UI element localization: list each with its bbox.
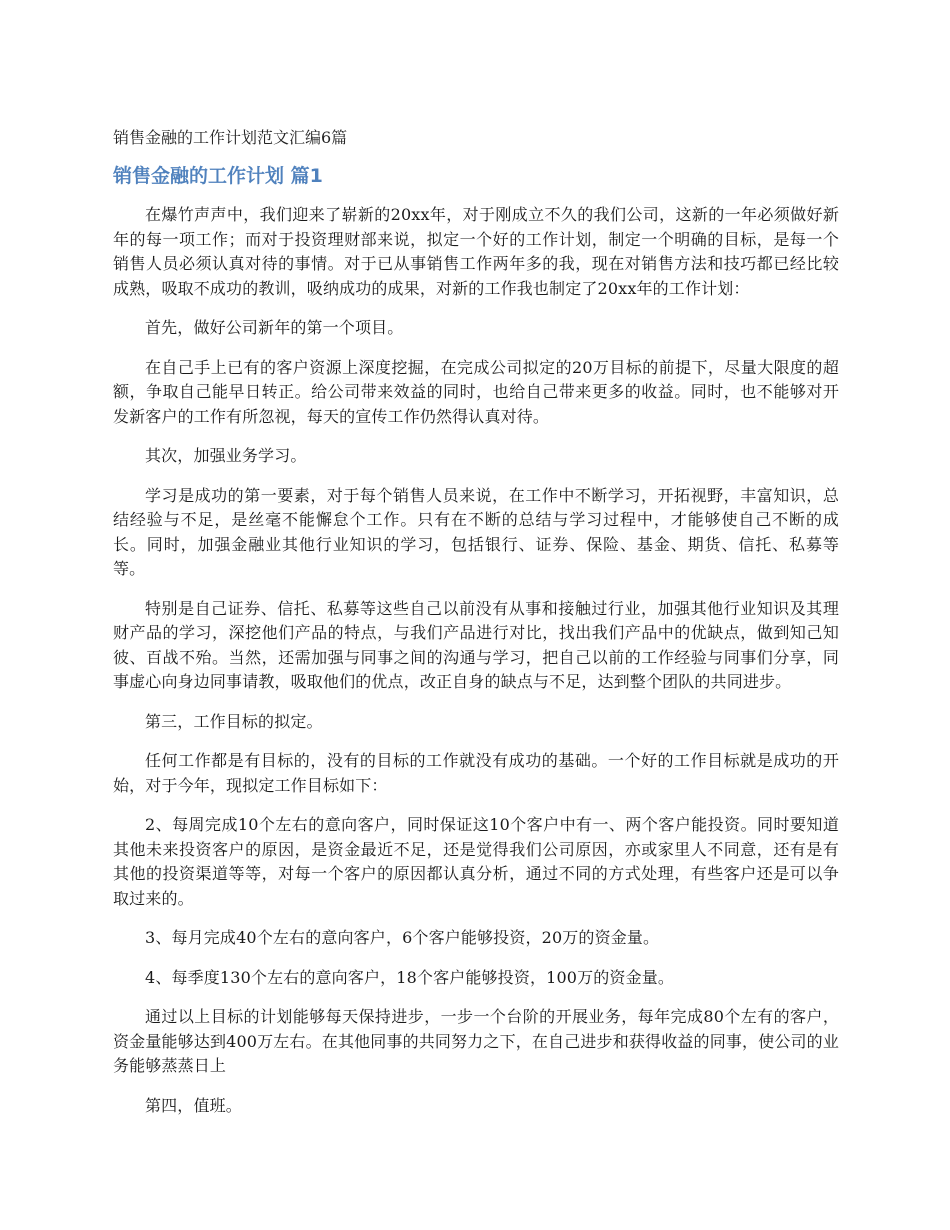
paragraph-learning: 学习是成功的第一要素，对于每个销售人员来说，在工作中不断学习，开拓视野，丰富知识，总结经验与不足，是丝毫不能懈怠个工作。只有在不断的总结与学习过程中，才能够使自己不断的成长。同时，加强金融业其他行业知识的学习，包括银行、证券、保险、基金、期货、信托、私募等等。 — [113, 485, 839, 578]
paragraph-industry-knowledge: 特别是自己证券、信托、私募等这些自己以前没有从事和接触过行业，加强其他行业知识及其理财产品的学习，深挖他们产品的特点，与我们产品进行对比，找出我们产品中的优缺点，做到知己知彼、百战不殆。当然，还需加强与同事之间的沟通与学习，把自己以前的工作经验与同事们分享，同事虚心向身边同事请教，吸取他们的优点，改正自身的缺点与不足，达到整个团队的共同进步。 — [113, 598, 839, 691]
section-heading: 销售金融的工作计划 篇1 — [113, 165, 323, 187]
document-title: 销售金融的工作计划范文汇编6篇 — [113, 128, 348, 147]
paragraph-weekly-goal: 2、每周完成10个左右的意向客户，同时保证这10个客户中有一、两个客户能投资。同时要知道其他未来投资客户的原因，是资金最近不足，还是觉得我们公司原因，亦或家里人不同意，还有是有其他的投资渠道等等，对每一个客户的原因都认真分析，通过不同的方式处理，有些客户还是可以争取过来的。 — [113, 815, 839, 908]
paragraph-intro: 在爆竹声声中，我们迎来了崭新的20xx年，对于刚成立不久的我们公司，这新的一年必须做好新年的每一项工作；而对于投资理财部来说，拟定一个好的工作计划，制定一个明确的目标，是每一个销售人员必须认真对待的事情。对于已从事销售工作两年多的我，现在对销售方法和技巧都已经比较成熟，吸取不成功的教训，吸纳成功的成果，对新的工作我也制定了20xx年的工作计划： — [113, 205, 839, 298]
paragraph-fourth-point: 第四，值班。 — [145, 1095, 242, 1115]
paragraph-second-point: 其次，加强业务学习。 — [145, 446, 307, 465]
paragraph-annual-goal: 通过以上目标的计划能够每天保持进步，一步一个台阶的开展业务，每年完成80个左有的客户，资金量能够达到400万左右。在其他同事的共同努力之下，在自己进步和获得收益的同事，使公司的业务能够蒸蒸日上 — [113, 1007, 839, 1075]
paragraph-client-resources: 在自己手上已有的客户资源上深度挖掘，在完成公司拟定的20万目标的前提下，尽量大限度的超额，争取自己能早日转正。给公司带来效益的同时，也给自己带来更多的收益。同时，也不能够对开发新客户的工作有所忽视，每天的宣传工作仍然得认真对待。 — [113, 357, 839, 426]
paragraph-goals-intro: 任何工作都是有目标的，没有的目标的工作就没有成功的基础。一个好的工作目标就是成功的开始，对于今年，现拟定工作目标如下： — [113, 751, 839, 795]
document-body — [113, 203, 839, 1133]
paragraph-quarterly-goal: 4、每季度130个左右的意向客户，18个客户能够投资，100万的资金量。 — [145, 967, 675, 987]
paragraph-first-point: 首先，做好公司新年的第一个项目。 — [145, 318, 404, 337]
paragraph-monthly-goal: 3、每月完成40个左右的意向客户，6个客户能够投资，20万的资金量。 — [145, 928, 660, 947]
paragraph-third-point: 第三，工作目标的拟定。 — [145, 711, 323, 731]
